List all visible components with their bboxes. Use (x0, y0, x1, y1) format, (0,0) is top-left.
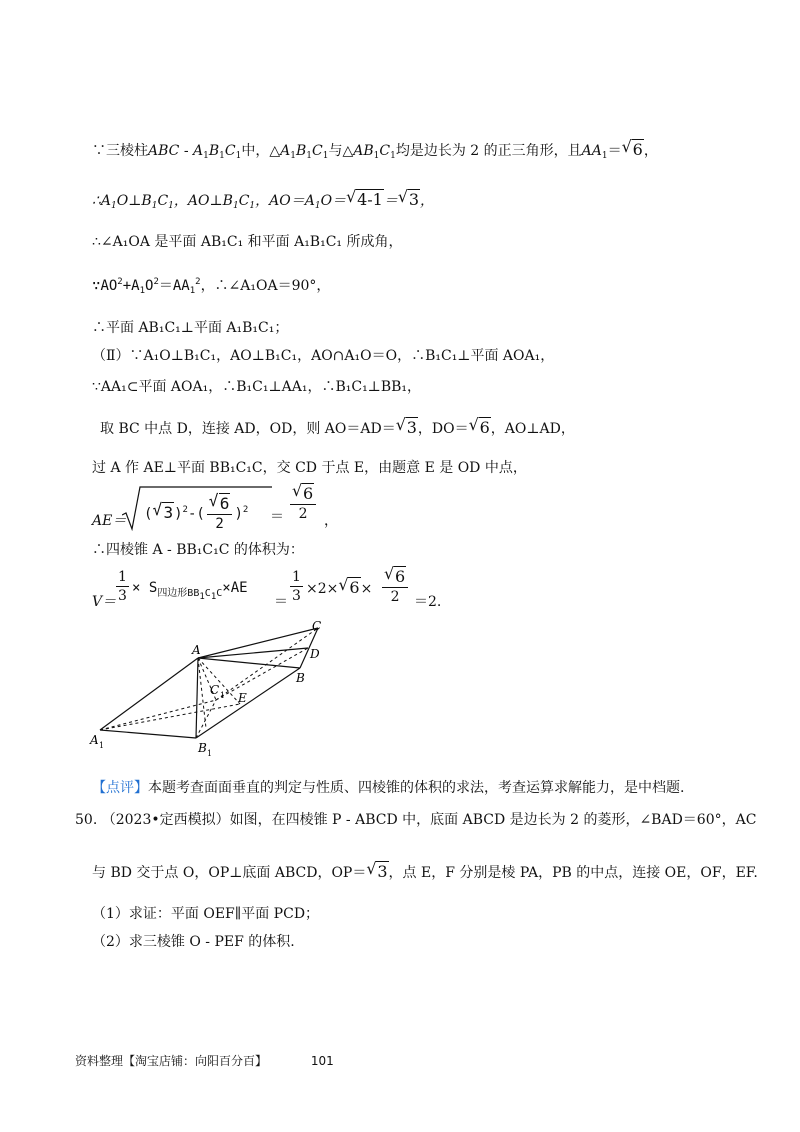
text: 1 (199, 592, 205, 602)
fraction (207, 495, 233, 533)
question-number: 50. (75, 812, 98, 828)
text: O (145, 278, 154, 294)
text: 1 (219, 151, 225, 161)
text: C (216, 588, 223, 599)
text: ×AE (222, 580, 248, 596)
sqrt-expression (338, 578, 360, 599)
text: C (379, 143, 391, 159)
text: AB (353, 143, 374, 159)
text: V＝ (92, 594, 117, 610)
edge-a-c (198, 628, 318, 658)
text: ，点 E，F 分别是棱 PA，PB 的中点，连接 OE，OF，EF. (388, 865, 758, 881)
question-50-part-1: （1）求证：平面 OEF∥平面 PCD； (92, 906, 320, 922)
text: ， (643, 143, 658, 159)
text: 6 (303, 484, 314, 503)
text: C (312, 143, 323, 159)
text: O＝ (320, 193, 347, 209)
text: C (157, 193, 169, 209)
sqrt-expression (622, 140, 644, 161)
sqrt-expression (152, 503, 174, 524)
text: 2 (117, 277, 123, 287)
label-c: C (312, 619, 322, 633)
text: 1 (203, 151, 209, 161)
text: 2 (153, 277, 159, 287)
text (157, 588, 223, 602)
text: 1 (168, 201, 174, 211)
text: 1 (601, 151, 608, 161)
sqrt-expression (292, 485, 314, 504)
text: 中，△ (241, 143, 281, 159)
label-c1-sub: 1 (220, 691, 226, 700)
remark-text: 本题考查面面垂直的判定与性质、四棱锥的体积的求法，考查运算求解能力，是中档题. (148, 780, 685, 796)
text: ，AO＝A (255, 193, 315, 209)
text: ，AO⊥B (173, 193, 233, 209)
edge-a-e (198, 658, 240, 704)
text: 1 (118, 569, 127, 585)
text: AA (581, 143, 602, 159)
text: ＝ (607, 143, 622, 159)
text: O⊥B (116, 193, 152, 209)
text: 3 (163, 503, 174, 522)
text: AA (172, 278, 190, 294)
text: 3 (377, 862, 388, 881)
text: ＝ (270, 509, 284, 525)
edge-b1-c1 (196, 700, 216, 738)
text: 与△ (328, 143, 354, 159)
solution-line-7: ∵AA₁⊂平面 AOA₁，∴B₁C₁⊥AA₁，∴B₁C₁⊥BB₁， (92, 379, 422, 395)
edge-a1-a (100, 658, 198, 730)
text: A (193, 143, 204, 159)
page-footer (75, 1052, 334, 1069)
label-d: D (310, 647, 320, 661)
fraction (116, 568, 129, 605)
text: ＝ (383, 193, 398, 209)
text: ＝ (158, 278, 173, 294)
text: 3 (292, 588, 301, 604)
text: ，DO＝ (417, 421, 469, 437)
text: (√ 3)$^2$-( √ $\frac{6}{2}$ )$^2$ (144, 495, 248, 533)
text: AE＝ (92, 513, 127, 529)
edge-a1-b1 (100, 730, 196, 738)
text: B (208, 143, 220, 159)
edge-a-b (198, 658, 300, 668)
text: 1 (306, 151, 313, 161)
text: 3 (118, 588, 127, 604)
label-b: B (296, 671, 305, 685)
text: -( (187, 506, 205, 522)
question-50-line-1 (75, 810, 756, 830)
edge-c1-c (216, 628, 318, 700)
text: ，∴∠A₁OA＝90°， (200, 278, 331, 294)
edge-a-o (198, 658, 206, 728)
solution-line-5: ∴平面 AB₁C₁⊥平面 A₁B₁C₁； (92, 320, 289, 336)
text: 3 (406, 418, 417, 437)
text: 4-1 (357, 190, 383, 209)
text: 1 (111, 201, 117, 211)
text: A (100, 193, 112, 209)
text: 1 (189, 286, 196, 296)
question-50-part-2: （2）求三棱锥 O - PEF 的体积. (92, 934, 295, 950)
solution-line-6: （Ⅱ）∵A₁O⊥B₁C₁，AO⊥B₁C₁，AO∩A₁O＝O，∴B₁C₁⊥平面 AOA₁， (92, 348, 555, 364)
text: AO (100, 278, 118, 294)
fraction (290, 485, 316, 523)
text: 1 (210, 592, 217, 602)
edge-b1-b (196, 668, 300, 738)
text: 6 (395, 567, 406, 586)
text: C (238, 193, 250, 209)
text: 均是边长为 2 的正三角形，且 (395, 143, 582, 159)
solution-line-2 (92, 190, 434, 216)
fraction (290, 568, 303, 605)
label-b1: B (198, 741, 207, 755)
edge-o-d (216, 648, 308, 700)
solution-line-3: ∴∠A₁OA 是平面 AB₁C₁ 和平面 A₁B₁C₁ 所成角， (92, 234, 403, 250)
text: ＝ (274, 594, 288, 610)
text: ，AO⊥AD， (490, 421, 575, 437)
text: 1 (314, 201, 321, 211)
text (207, 495, 233, 515)
remark-label: 【点评】 (92, 780, 148, 796)
text: （2023•定西模拟）如图，在四棱锥 P - ABCD 中，底面 ABCD 是边长为 2 的菱形，∠BAD＝60°，AC (101, 812, 757, 828)
solution-line-4 (92, 272, 330, 301)
sqrt-expression (346, 190, 384, 211)
text: 1 (232, 201, 239, 211)
text (306, 578, 372, 599)
solution-line-11: ∴四棱锥 A - BB₁C₁C 的体积为： (92, 542, 304, 558)
text: +A (122, 278, 140, 294)
sqrt-expression (384, 568, 406, 587)
text: × (360, 581, 373, 597)
text: 3 (408, 190, 420, 209)
text (132, 578, 248, 607)
text: 1 (139, 286, 145, 296)
label-e: E (238, 691, 247, 705)
text: 6 (349, 578, 360, 597)
text: 取 BC 中点 D，连接 AD，OD，则 AO＝AD＝ (100, 421, 396, 437)
text: ， (324, 513, 338, 529)
text: 1 (373, 151, 380, 161)
text: ×2× (306, 581, 339, 597)
text: 2 (182, 505, 188, 515)
text: ∵三棱柱 (92, 143, 148, 159)
label-c1: C (210, 683, 220, 697)
sqrt-expression (209, 495, 231, 514)
label-a1-sub: 1 (99, 741, 105, 750)
text: - (179, 143, 194, 159)
text: ∵ (92, 278, 101, 294)
text: C (204, 588, 211, 599)
footer-source: 资料整理【淘宝店铺：向阳百分百】 (75, 1054, 268, 1068)
label-b1-sub: 1 (207, 749, 213, 758)
text: S (148, 580, 158, 596)
text: ， (420, 193, 435, 209)
figure-dashed-edges (100, 628, 318, 738)
sqrt-expression (469, 418, 491, 439)
text: ＝2. (414, 594, 442, 610)
text: ABC (148, 143, 180, 159)
text: 1 (151, 201, 158, 211)
page-number: 101 (310, 1054, 334, 1068)
text: 2 (298, 506, 308, 522)
text: ∴ (92, 193, 101, 209)
sqrt-expression (398, 190, 420, 211)
text (290, 485, 316, 505)
label-a: A (192, 643, 201, 657)
remark (92, 778, 684, 798)
text: 2 (195, 277, 201, 287)
text: B (296, 143, 307, 159)
question-50-line-2 (92, 862, 758, 883)
text (382, 568, 408, 588)
text: 1 (322, 151, 329, 161)
text: 2 (215, 516, 224, 532)
text: 1 (235, 151, 242, 161)
fraction (382, 568, 408, 606)
geometry-figure (88, 618, 348, 758)
text: 1 (249, 201, 256, 211)
text: 四边形BB (157, 588, 200, 599)
sqrt-expression (396, 418, 418, 439)
figure-solid-edges (100, 628, 318, 738)
text: 2 (242, 505, 249, 515)
text: 与 BD 交于点 O，OP⊥底面 ABCD，OP＝ (92, 865, 367, 881)
label-a1: A (90, 733, 99, 747)
edge-a1-c1 (100, 700, 216, 730)
solution-line-8 (100, 418, 575, 439)
edge-a1-e (100, 704, 240, 730)
solution-line-1 (92, 140, 658, 166)
text: × (132, 580, 141, 596)
text: 1 (390, 151, 396, 161)
text: 6 (632, 140, 643, 159)
solution-line-9: 过 A 作 AE⊥平面 BB₁C₁C，交 CD 于点 E，由题意 E 是 OD 中点， (92, 460, 527, 476)
text: A (280, 143, 291, 159)
edge-a-d (198, 648, 308, 658)
text: 1 (290, 151, 296, 161)
text: 6 (219, 494, 230, 513)
edge-a-b1 (196, 658, 198, 738)
text: 1 (292, 569, 301, 585)
sqrt-expression (366, 862, 388, 883)
text: 6 (479, 418, 490, 437)
text: C (224, 143, 236, 159)
text: 2 (390, 589, 400, 605)
